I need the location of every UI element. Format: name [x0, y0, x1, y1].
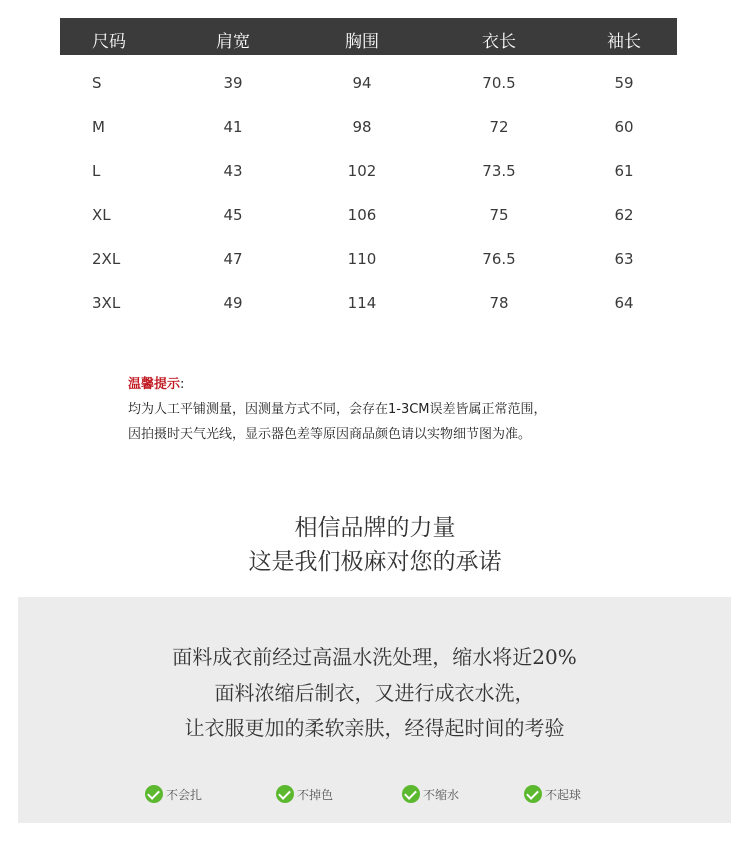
table-row [60, 162, 677, 182]
table-cell: 43 [223, 162, 243, 180]
check-icon [276, 785, 294, 803]
table-cell: 94 [352, 74, 372, 92]
header-sleeve: 袖长 [607, 32, 641, 52]
slogan-line-2: 这是我们极麻对您的承诺 [248, 549, 502, 575]
feature-label: 不起球 [545, 787, 582, 802]
table-cell: M [92, 118, 105, 136]
table-cell: 106 [347, 206, 377, 224]
check-icon [145, 785, 163, 803]
feature-label: 不掉色 [297, 787, 334, 802]
table-cell: 98 [352, 118, 372, 136]
fabric-panel [18, 597, 731, 823]
table-cell: 70.5 [482, 74, 516, 92]
table-row [60, 250, 677, 270]
panel-line: 面料成衣前经过高温水洗处理，缩水将近20% [172, 645, 577, 669]
table-cell: XL [92, 206, 111, 224]
table-cell: 2XL [92, 250, 121, 268]
tips-section [128, 372, 547, 447]
table-cell: 60 [614, 118, 634, 136]
table-cell: 76.5 [482, 250, 516, 268]
table-cell: 72 [489, 118, 509, 136]
table-row [60, 118, 677, 138]
feature-label: 不会扎 [166, 787, 203, 802]
header-size: 尺码 [92, 32, 126, 52]
table-cell: 47 [223, 250, 243, 268]
check-icon [524, 785, 542, 803]
table-cell: 61 [614, 162, 634, 180]
table-cell: 3XL [92, 294, 121, 312]
table-cell: 59 [614, 74, 634, 92]
header-length: 衣长 [482, 32, 516, 52]
feature-no-prickle [145, 785, 202, 803]
check-icon [402, 785, 420, 803]
table-cell: S [92, 74, 102, 92]
table-cell: 110 [347, 250, 377, 268]
table-cell: 102 [347, 162, 377, 180]
table-cell: 39 [223, 74, 243, 92]
table-cell: 41 [223, 118, 243, 136]
tips-heading [128, 372, 547, 397]
table-row [60, 294, 677, 314]
tips-line: 因拍摄时天气光线，显示器色差等原因商品颜色请以实物细节图为准。 [128, 427, 532, 442]
feature-no-pilling [524, 785, 581, 803]
tips-line: 均为人工平铺测量，因测量方式不同，会存在1-3CM误差皆属正常范围， [128, 402, 547, 417]
table-row [60, 74, 677, 94]
header-chest: 胸围 [345, 32, 379, 52]
table-cell: 45 [223, 206, 243, 224]
table-cell: 75 [489, 206, 509, 224]
table-cell: L [92, 162, 101, 180]
table-cell: 49 [223, 294, 243, 312]
tips-colon: : [180, 377, 185, 392]
table-cell: 63 [614, 250, 634, 268]
panel-line: 让衣服更加的柔软亲肤，经得起时间的考验 [184, 716, 565, 740]
tips-title: 温馨提示 [128, 377, 181, 392]
header-shoulder: 肩宽 [216, 32, 250, 52]
table-cell: 114 [347, 294, 377, 312]
table-cell: 73.5 [482, 162, 516, 180]
feature-label: 不缩水 [423, 787, 460, 802]
table-row [60, 206, 677, 226]
table-cell: 62 [614, 206, 634, 224]
feature-no-fade [276, 785, 333, 803]
size-table [60, 18, 677, 312]
panel-line: 面料浓缩后制衣，又进行成衣水洗， [214, 681, 535, 705]
table-cell: 64 [614, 294, 634, 312]
table-header [60, 18, 677, 55]
feature-no-shrink [402, 785, 459, 803]
table-cell: 78 [489, 294, 509, 312]
slogan-line-1: 相信品牌的力量 [294, 515, 456, 541]
